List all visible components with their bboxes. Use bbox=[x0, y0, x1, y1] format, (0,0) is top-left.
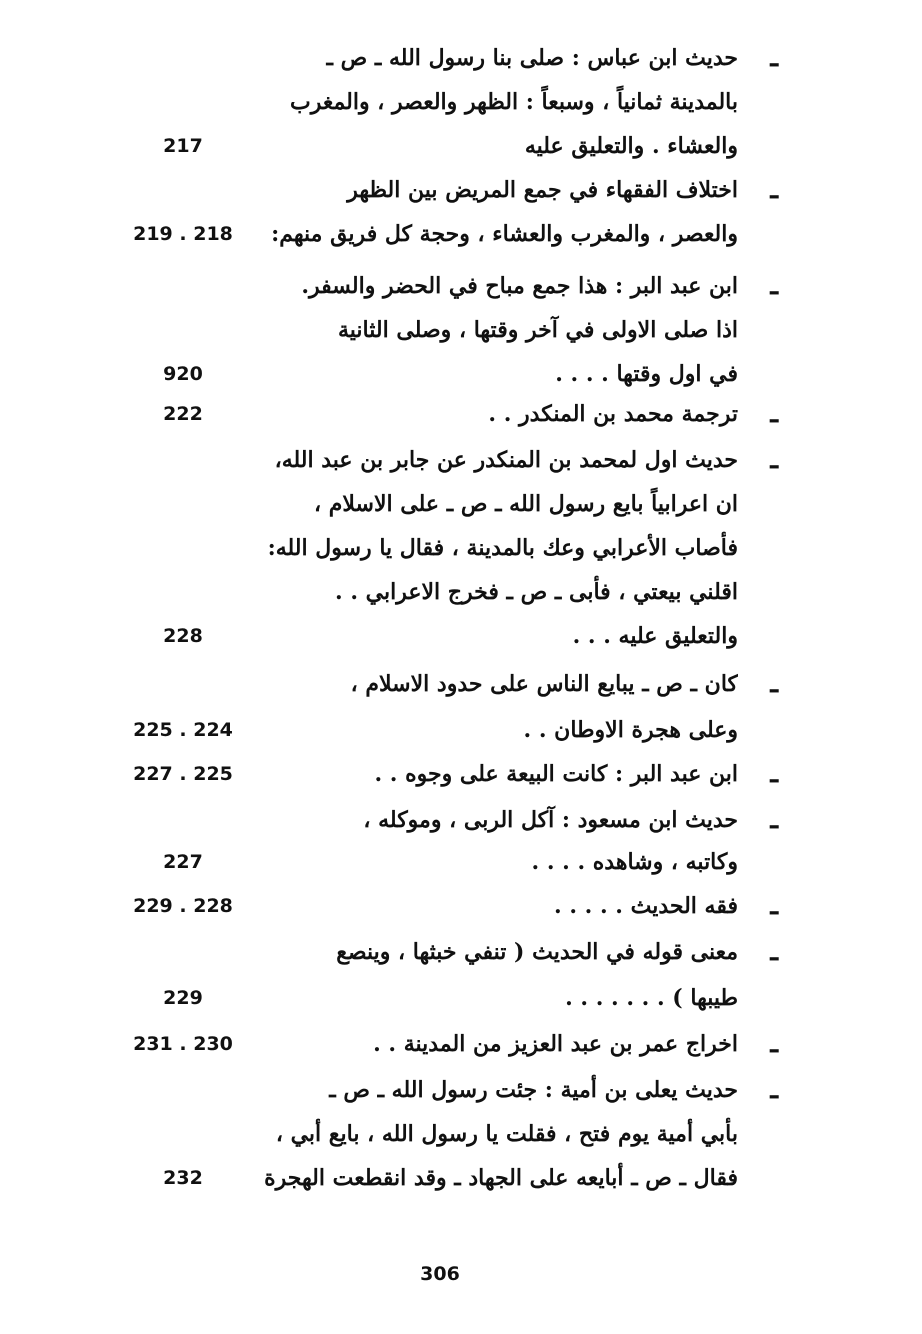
entry-page-ref bbox=[118, 438, 248, 482]
entry-bullet: ـ bbox=[770, 669, 778, 699]
index-entry-line bbox=[0, 614, 922, 658]
index-entry-line bbox=[0, 798, 922, 842]
entry-bullet: ـ bbox=[770, 937, 778, 967]
index-entry-line bbox=[0, 526, 922, 570]
entry-bullet: ـ bbox=[770, 271, 778, 301]
entry-text: حديث اول لمحمد بن المنكدر عن جابر بن عبد الله، bbox=[274, 447, 738, 473]
index-entry-line bbox=[0, 124, 922, 168]
entry-page-ref bbox=[118, 1112, 248, 1156]
entry-text: في اول وقتها . . . . bbox=[555, 361, 738, 387]
entry-bullet: ـ bbox=[770, 891, 778, 921]
entry-page-ref bbox=[118, 308, 248, 352]
entry-bullet bbox=[752, 212, 778, 256]
entry-bullet: ـ bbox=[770, 1075, 778, 1105]
entry-page-ref bbox=[118, 264, 248, 308]
entry-text: اقلني بيعتي ، فأبى ـ ص ـ فخرج الاعرابي . . bbox=[335, 579, 738, 605]
entry-text: اخراج عمر بن عبد العزيز من المدينة . . bbox=[373, 1031, 738, 1057]
entry-bullet bbox=[752, 976, 778, 1020]
entry-page-ref: 219 . 218 bbox=[133, 223, 233, 245]
entry-bullet bbox=[752, 124, 778, 168]
entry-text: والعشاء . والتعليق عليه bbox=[524, 133, 738, 159]
entry-page-ref: 227 . 225 bbox=[133, 763, 233, 785]
entry-page-ref: 920 bbox=[163, 363, 203, 385]
entry-text: بأبي أمية يوم فتح ، فقلت يا رسول الله ، بايع أبي ، bbox=[275, 1121, 738, 1147]
entry-text: وعلى هجرة الاوطان . . bbox=[523, 717, 738, 743]
entry-page-ref: 228 bbox=[163, 625, 203, 647]
entry-bullet bbox=[752, 308, 778, 352]
index-entry-line bbox=[0, 264, 922, 308]
entry-page-ref bbox=[118, 482, 248, 526]
entry-page-ref: 217 bbox=[163, 135, 203, 157]
entry-page-ref: 227 bbox=[163, 851, 203, 873]
entry-text: كان ـ ص ـ يبايع الناس على حدود الاسلام ، bbox=[350, 671, 738, 697]
index-entry-line bbox=[0, 352, 922, 396]
index-entry-line bbox=[0, 482, 922, 526]
index-entry-line bbox=[0, 708, 922, 752]
index-entry-line bbox=[0, 308, 922, 352]
index-entry-line bbox=[0, 1156, 922, 1200]
index-entry-line bbox=[0, 392, 922, 436]
index-entry-line bbox=[0, 80, 922, 124]
entry-bullet: ـ bbox=[770, 175, 778, 205]
page-number: 306 bbox=[420, 1263, 460, 1285]
entry-page-ref bbox=[118, 798, 248, 842]
entry-text: حديث ابن مسعود : آكل الربى ، وموكله ، bbox=[363, 807, 738, 833]
entry-page-ref bbox=[118, 570, 248, 614]
entry-text: معنى قوله في الحديث ( تنفي خبثها ، وينصع bbox=[336, 939, 738, 965]
entry-bullet: ـ bbox=[770, 445, 778, 475]
entry-bullet bbox=[752, 1112, 778, 1156]
entry-page-ref bbox=[118, 1068, 248, 1112]
entry-page-ref: 231 . 230 bbox=[133, 1033, 233, 1055]
index-entry-line bbox=[0, 1112, 922, 1156]
entry-bullet bbox=[752, 526, 778, 570]
index-entry-line bbox=[0, 752, 922, 796]
entry-page-ref bbox=[118, 526, 248, 570]
entry-text: طيبها ) . . . . . . . bbox=[565, 985, 738, 1011]
entry-text: وكاتبه ، وشاهده . . . . bbox=[531, 849, 738, 875]
entry-text: ابن عبد البر : كانت البيعة على وجوه . . bbox=[374, 761, 738, 787]
entry-text: فقه الحديث . . . . . bbox=[554, 893, 738, 919]
entry-bullet bbox=[752, 840, 778, 884]
entry-page-ref bbox=[118, 662, 248, 706]
index-entry-line bbox=[0, 438, 922, 482]
entry-text: بالمدينة ثمانياً ، وسبعاً : الظهر والعصر ، والمغرب bbox=[289, 89, 738, 115]
entry-page-ref: 232 bbox=[163, 1167, 203, 1189]
entry-bullet: ـ bbox=[770, 1029, 778, 1059]
index-entry-line bbox=[0, 168, 922, 212]
entry-page-ref: 222 bbox=[163, 403, 203, 425]
entry-page-ref bbox=[118, 80, 248, 124]
index-entry-line bbox=[0, 212, 922, 256]
index-entry-line bbox=[0, 1022, 922, 1066]
entry-text: والعصر ، والمغرب والعشاء ، وحجة كل فريق منهم: bbox=[271, 221, 738, 247]
entry-bullet bbox=[752, 614, 778, 658]
entry-page-ref bbox=[118, 36, 248, 80]
entry-text: والتعليق عليه . . . bbox=[572, 623, 738, 649]
entry-bullet bbox=[752, 570, 778, 614]
entry-text: حديث يعلى بن أمية : جئت رسول الله ـ ص ـ bbox=[329, 1077, 738, 1103]
entry-bullet: ـ bbox=[770, 759, 778, 789]
entry-bullet bbox=[752, 482, 778, 526]
entry-text: حديث ابن عباس : صلى بنا رسول الله ـ ص ـ bbox=[326, 45, 738, 71]
index-entry-line bbox=[0, 1068, 922, 1112]
index-entry-line bbox=[0, 976, 922, 1020]
index-entry-line bbox=[0, 570, 922, 614]
entry-text: ترجمة محمد بن المنكدر . . bbox=[488, 401, 738, 427]
entry-text: اذا صلى الاولى في آخر وقتها ، وصلى الثانية bbox=[338, 317, 738, 343]
entry-bullet: ـ bbox=[770, 43, 778, 73]
entry-bullet: ـ bbox=[770, 805, 778, 835]
index-entry-line bbox=[0, 662, 922, 706]
entry-text: ابن عبد البر : هذا جمع مباح في الحضر والسفر. bbox=[301, 273, 738, 299]
entry-page-ref: 229 bbox=[163, 987, 203, 1009]
entry-page-ref bbox=[118, 168, 248, 212]
entry-text: فقال ـ ص ـ أبايعه على الجهاد ـ وقد انقطعت الهجرة bbox=[264, 1165, 738, 1191]
index-entry-line bbox=[0, 930, 922, 974]
entry-text: ان اعرابياً بايع رسول الله ـ ص ـ على الاسلام ، bbox=[314, 491, 738, 517]
entry-text: فأصاب الأعرابي وعك بالمدينة ، فقال يا رسول الله: bbox=[267, 535, 738, 561]
entry-bullet bbox=[752, 1156, 778, 1200]
index-entry-line bbox=[0, 36, 922, 80]
index-entry-line bbox=[0, 884, 922, 928]
entry-page-ref: 229 . 228 bbox=[133, 895, 233, 917]
entry-bullet bbox=[752, 708, 778, 752]
entry-bullet: ـ bbox=[770, 399, 778, 429]
entry-page-ref: 225 . 224 bbox=[133, 719, 233, 741]
entry-text: اختلاف الفقهاء في جمع المريض بين الظهر bbox=[347, 177, 738, 203]
index-entry-line bbox=[0, 840, 922, 884]
entry-page-ref bbox=[118, 930, 248, 974]
entry-bullet bbox=[752, 80, 778, 124]
entry-bullet bbox=[752, 352, 778, 396]
